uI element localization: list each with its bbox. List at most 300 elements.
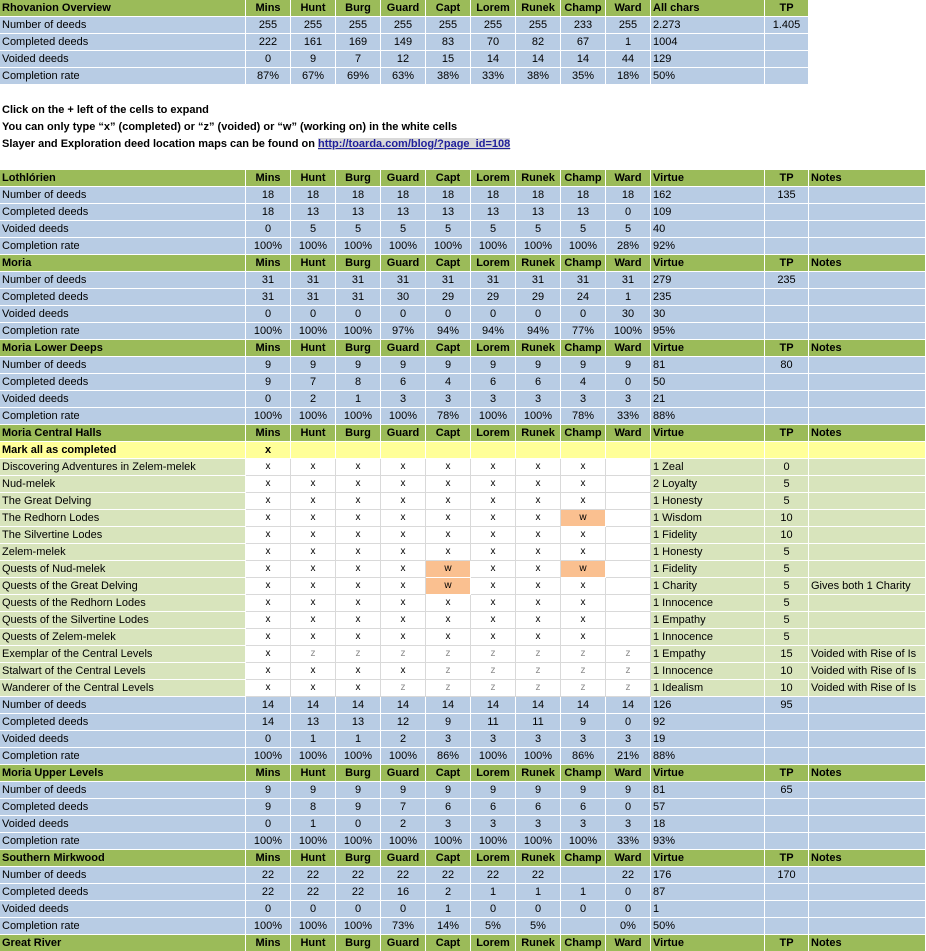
deed-status-cell[interactable] (606, 629, 651, 646)
instruction-expand: Click on the + left of the cells to expand (2, 104, 209, 116)
value-cell: 1 (561, 884, 606, 901)
row-label: Completion rate (0, 68, 246, 85)
value-cell: 31 (561, 272, 606, 289)
deed-status-cell[interactable]: z (516, 646, 561, 663)
stat-row-voided (0, 901, 926, 918)
column-header-hunt: Hunt (291, 0, 336, 17)
notes-cell (809, 374, 926, 391)
column-header-mins: Mins (246, 935, 291, 951)
value-cell: 9 (246, 374, 291, 391)
deed-status-cell[interactable]: x (336, 476, 381, 493)
column-header-runek: Runek (516, 765, 561, 782)
deed-status-cell[interactable]: w (426, 578, 471, 595)
deed-status-cell[interactable]: x (426, 527, 471, 544)
deed-tp: 10 (765, 510, 809, 527)
value-cell: 93% (651, 833, 765, 850)
deed-status-cell[interactable]: x (381, 544, 426, 561)
deed-status-cell[interactable]: z (381, 680, 426, 697)
mark-all-cell[interactable] (426, 442, 471, 459)
column-header-virtue: Virtue (651, 765, 765, 782)
deed-status-cell[interactable]: z (516, 680, 561, 697)
deed-status-cell[interactable]: x (336, 493, 381, 510)
deed-status-cell[interactable]: x (471, 510, 516, 527)
column-header-burg: Burg (336, 765, 381, 782)
value-cell: 70 (471, 34, 516, 51)
deed-status-cell[interactable]: x (426, 544, 471, 561)
deed-note: Voided with Rise of Is (809, 646, 926, 663)
mark-all-cell (765, 442, 809, 459)
column-header-capt: Capt (426, 0, 471, 17)
deed-name: Exemplar of the Central Levels (0, 646, 246, 663)
value-cell: 94% (426, 323, 471, 340)
mark-all-cell[interactable] (561, 442, 606, 459)
section-title: Moria (0, 255, 246, 272)
value-cell: 100% (291, 238, 336, 255)
value-cell: 3 (471, 816, 516, 833)
row-label: Number of deeds (0, 187, 246, 204)
mark-all-cell[interactable] (471, 442, 516, 459)
deed-status-cell[interactable]: z (561, 646, 606, 663)
deed-status-cell[interactable]: x (246, 646, 291, 663)
value-cell: 9 (291, 51, 336, 68)
notes-cell (809, 408, 926, 425)
deed-status-cell[interactable] (606, 612, 651, 629)
value-cell: 255 (516, 17, 561, 34)
deed-status-cell[interactable]: w (561, 561, 606, 578)
row-label: Completed deeds (0, 374, 246, 391)
column-header-capt: Capt (426, 425, 471, 442)
deed-status-cell[interactable] (606, 578, 651, 595)
deed-status-cell[interactable]: x (426, 510, 471, 527)
section-header-southern_mirkwood (0, 850, 926, 867)
value-cell (765, 374, 809, 391)
value-cell: 9 (426, 714, 471, 731)
deed-status-cell[interactable]: x (291, 612, 336, 629)
deed-status-cell[interactable]: x (561, 629, 606, 646)
deed-status-cell[interactable]: x (246, 578, 291, 595)
deed-status-cell[interactable]: x (381, 561, 426, 578)
deed-status-cell[interactable]: z (426, 646, 471, 663)
column-header-lorem: Lorem (471, 340, 516, 357)
mark-all-cell[interactable] (606, 442, 651, 459)
deed-status-cell[interactable]: z (426, 680, 471, 697)
deed-status-cell[interactable]: x (246, 680, 291, 697)
deed-status-cell[interactable]: x (426, 459, 471, 476)
deed-status-cell[interactable]: x (516, 595, 561, 612)
deed-status-cell[interactable] (606, 561, 651, 578)
deed-note (809, 544, 926, 561)
deed-status-cell[interactable]: x (291, 629, 336, 646)
value-cell (765, 918, 809, 935)
deed-status-cell[interactable]: x (516, 629, 561, 646)
value-cell: 100% (336, 833, 381, 850)
deed-tp: 10 (765, 680, 809, 697)
value-cell (765, 68, 809, 85)
deed-status-cell[interactable]: x (246, 527, 291, 544)
deed-name: Quests of Nud-melek (0, 561, 246, 578)
deed-status-cell[interactable]: x (561, 544, 606, 561)
overview-row (0, 68, 926, 85)
deed-status-cell[interactable]: x (246, 459, 291, 476)
deed-status-cell[interactable]: x (516, 459, 561, 476)
deed-status-cell[interactable]: x (291, 476, 336, 493)
deed-status-cell[interactable] (606, 476, 651, 493)
deed-status-cell[interactable]: x (471, 544, 516, 561)
value-cell: 14% (426, 918, 471, 935)
deed-status-cell[interactable]: x (291, 459, 336, 476)
column-header-ward: Ward (606, 170, 651, 187)
deed-status-cell[interactable] (606, 493, 651, 510)
value-cell: 13 (561, 204, 606, 221)
deed-status-cell[interactable]: z (606, 680, 651, 697)
mark-all-cell (651, 442, 765, 459)
stat-row-voided (0, 221, 926, 238)
deed-status-cell[interactable]: x (246, 493, 291, 510)
deed-status-cell[interactable]: x (336, 459, 381, 476)
deed-status-cell[interactable]: x (381, 612, 426, 629)
deed-status-cell[interactable]: x (561, 493, 606, 510)
deed-status-cell[interactable]: x (471, 459, 516, 476)
deed-status-cell[interactable]: x (561, 578, 606, 595)
deed-status-cell[interactable]: x (381, 510, 426, 527)
value-cell: 169 (336, 34, 381, 51)
deed-virtue: 1 Charity (651, 578, 765, 595)
notes-cell (809, 306, 926, 323)
deed-status-cell[interactable]: x (291, 680, 336, 697)
deed-status-cell[interactable]: z (606, 646, 651, 663)
value-cell: 126 (651, 697, 765, 714)
deed-status-cell[interactable]: x (291, 544, 336, 561)
deed-status-cell[interactable]: x (291, 510, 336, 527)
value-cell: 22 (381, 867, 426, 884)
column-header-capt: Capt (426, 850, 471, 867)
deed-status-cell[interactable]: z (471, 646, 516, 663)
value-cell: 129 (651, 51, 765, 68)
deed-status-cell[interactable] (606, 544, 651, 561)
value-cell: 11 (516, 714, 561, 731)
deed-status-cell[interactable]: x (381, 527, 426, 544)
deed-status-cell[interactable]: x (426, 476, 471, 493)
value-cell: 0 (606, 374, 651, 391)
deed-status-cell[interactable]: z (516, 663, 561, 680)
deed-status-cell[interactable]: x (291, 578, 336, 595)
value-cell: 22 (471, 867, 516, 884)
stat-row-rate (0, 833, 926, 850)
value-cell: 0 (381, 306, 426, 323)
mark-all-cell (809, 442, 926, 459)
value-cell: 5 (561, 221, 606, 238)
deed-status-cell[interactable]: x (336, 578, 381, 595)
deed-status-cell[interactable]: x (516, 510, 561, 527)
deed-status-cell[interactable]: x (471, 493, 516, 510)
deed-name: Quests of Zelem-melek (0, 629, 246, 646)
value-cell: 0% (606, 918, 651, 935)
value-cell: 14 (606, 697, 651, 714)
value-cell: 31 (246, 289, 291, 306)
row-label: Voided deeds (0, 391, 246, 408)
value-cell: 279 (651, 272, 765, 289)
deed-status-cell[interactable]: z (561, 680, 606, 697)
deed-status-cell[interactable]: z (471, 663, 516, 680)
value-cell: 18 (651, 816, 765, 833)
deed-status-cell[interactable]: x (471, 612, 516, 629)
deed-status-cell[interactable]: x (471, 578, 516, 595)
value-cell: 3 (426, 391, 471, 408)
deed-status-cell[interactable]: x (336, 510, 381, 527)
column-header-virtue: Virtue (651, 340, 765, 357)
notes-cell (809, 901, 926, 918)
mark-all-cell[interactable]: x (246, 442, 291, 459)
deed-status-cell[interactable] (606, 595, 651, 612)
value-cell: 67 (561, 34, 606, 51)
value-cell: 100% (291, 408, 336, 425)
row-label: Completion rate (0, 748, 246, 765)
row-label: Voided deeds (0, 901, 246, 918)
deed-status-cell[interactable]: x (246, 561, 291, 578)
deed-status-cell[interactable]: x (516, 612, 561, 629)
column-header-burg: Burg (336, 0, 381, 17)
deed-status-cell[interactable]: z (606, 663, 651, 680)
value-cell: 100% (291, 918, 336, 935)
deed-status-cell[interactable]: x (336, 561, 381, 578)
value-cell: 67% (291, 68, 336, 85)
value-cell: 44 (606, 51, 651, 68)
notes-cell (809, 884, 926, 901)
value-cell: 97% (381, 323, 426, 340)
value-cell: 6 (471, 799, 516, 816)
mark-all-cell[interactable] (291, 442, 336, 459)
value-cell: 100% (291, 323, 336, 340)
column-header-ward: Ward (606, 255, 651, 272)
deed-status-cell[interactable]: x (561, 476, 606, 493)
value-cell: 63% (381, 68, 426, 85)
deed-status-cell[interactable]: x (516, 544, 561, 561)
deed-status-cell[interactable]: x (336, 527, 381, 544)
value-cell: 29 (426, 289, 471, 306)
value-cell (765, 323, 809, 340)
deed-status-cell[interactable]: x (291, 595, 336, 612)
deed-status-cell[interactable]: x (516, 527, 561, 544)
value-cell: 100% (471, 748, 516, 765)
column-header-runek: Runek (516, 255, 561, 272)
column-header-guard: Guard (381, 935, 426, 951)
deed-status-cell[interactable]: x (516, 578, 561, 595)
value-cell (765, 34, 809, 51)
deed-status-cell[interactable]: x (336, 663, 381, 680)
deed-status-cell[interactable] (606, 459, 651, 476)
value-cell: 8 (291, 799, 336, 816)
deed-note: Voided with Rise of Is (809, 680, 926, 697)
deed-row (0, 646, 926, 663)
notes-cell (809, 867, 926, 884)
deed-status-cell[interactable]: x (246, 476, 291, 493)
column-header-champ: Champ (561, 255, 606, 272)
value-cell: 22 (606, 867, 651, 884)
value-cell: 0 (291, 306, 336, 323)
value-cell: 5 (381, 221, 426, 238)
value-cell (765, 221, 809, 238)
value-cell: 0 (336, 306, 381, 323)
value-cell: 9 (471, 782, 516, 799)
deed-status-cell[interactable]: x (561, 595, 606, 612)
overview-header-row (0, 0, 926, 17)
deed-status-cell[interactable]: x (381, 663, 426, 680)
value-cell: 14 (246, 697, 291, 714)
deed-status-cell[interactable]: x (246, 595, 291, 612)
deed-status-cell[interactable]: x (516, 561, 561, 578)
column-header-burg: Burg (336, 425, 381, 442)
value-cell: 22 (291, 884, 336, 901)
deed-status-cell[interactable]: x (426, 629, 471, 646)
value-cell: 0 (246, 306, 291, 323)
deed-status-cell[interactable]: z (561, 663, 606, 680)
deed-status-cell[interactable]: x (336, 629, 381, 646)
value-cell: 3 (471, 391, 516, 408)
deed-status-cell[interactable] (606, 510, 651, 527)
value-cell: 31 (426, 272, 471, 289)
deed-row (0, 663, 926, 680)
column-header-guard: Guard (381, 340, 426, 357)
value-cell: 3 (471, 731, 516, 748)
mark-all-cell[interactable] (516, 442, 561, 459)
overview-row (0, 17, 926, 34)
deed-status-cell[interactable]: x (381, 493, 426, 510)
overview-row (0, 34, 926, 51)
value-cell: 6 (516, 799, 561, 816)
value-cell: 0 (246, 391, 291, 408)
mark-all-row (0, 442, 926, 459)
value-cell: 9 (561, 782, 606, 799)
value-cell: 3 (381, 391, 426, 408)
sheet-row (0, 119, 926, 136)
deed-status-cell[interactable]: x (291, 527, 336, 544)
deed-status-cell[interactable]: x (471, 476, 516, 493)
value-cell: 6 (516, 374, 561, 391)
value-cell (765, 884, 809, 901)
value-cell: 100% (246, 408, 291, 425)
mark-all-cell[interactable] (381, 442, 426, 459)
value-cell: 22 (246, 884, 291, 901)
deed-status-cell[interactable]: x (471, 595, 516, 612)
deed-status-cell[interactable]: x (426, 493, 471, 510)
deed-status-cell[interactable]: x (291, 663, 336, 680)
deed-status-cell[interactable]: x (471, 629, 516, 646)
value-cell: 50% (651, 918, 765, 935)
row-label: Completed deeds (0, 289, 246, 306)
deed-status-cell[interactable]: x (471, 527, 516, 544)
deed-status-cell[interactable]: w (561, 510, 606, 527)
deed-status-cell[interactable]: x (426, 595, 471, 612)
deed-status-cell[interactable]: z (336, 646, 381, 663)
value-cell: 14 (381, 697, 426, 714)
deed-status-cell[interactable]: x (516, 476, 561, 493)
deed-status-cell[interactable]: z (471, 680, 516, 697)
value-cell: 92 (651, 714, 765, 731)
deed-status-cell[interactable]: x (336, 595, 381, 612)
value-cell: 9 (381, 357, 426, 374)
deed-virtue: 1 Idealism (651, 680, 765, 697)
deed-status-cell[interactable]: x (426, 612, 471, 629)
value-cell: 21% (606, 748, 651, 765)
deed-status-cell[interactable]: x (336, 544, 381, 561)
deed-status-cell[interactable]: x (336, 680, 381, 697)
deed-status-cell[interactable]: x (291, 561, 336, 578)
column-header-notes: Notes (809, 765, 926, 782)
deed-status-cell[interactable]: z (426, 663, 471, 680)
column-header-ward: Ward (606, 0, 651, 17)
notes-cell (809, 782, 926, 799)
value-cell (765, 391, 809, 408)
deed-tp: 5 (765, 476, 809, 493)
deed-status-cell[interactable]: w (426, 561, 471, 578)
notes-cell (809, 272, 926, 289)
deed-note (809, 476, 926, 493)
value-cell: 78% (426, 408, 471, 425)
column-header-tp: TP (765, 425, 809, 442)
value-cell: 82 (516, 34, 561, 51)
mark-all-cell[interactable] (336, 442, 381, 459)
stat-row-voided (0, 816, 926, 833)
deed-status-cell[interactable]: x (381, 459, 426, 476)
deed-status-cell[interactable]: x (246, 629, 291, 646)
value-cell: 31 (291, 272, 336, 289)
deed-note: Voided with Rise of Is (809, 663, 926, 680)
deed-status-cell[interactable]: x (291, 493, 336, 510)
value-cell: 28% (606, 238, 651, 255)
value-cell: 1004 (651, 34, 765, 51)
deed-status-cell[interactable]: x (381, 476, 426, 493)
deed-status-cell[interactable]: x (246, 544, 291, 561)
value-cell: 69% (336, 68, 381, 85)
value-cell: 222 (246, 34, 291, 51)
value-cell: 235 (651, 289, 765, 306)
notes-cell (809, 221, 926, 238)
value-cell: 0 (336, 816, 381, 833)
value-cell: 13 (381, 204, 426, 221)
deed-tp: 5 (765, 493, 809, 510)
maps-link[interactable]: http://toarda.com/blog/?page_id=108 (318, 138, 511, 150)
value-cell: 100% (336, 238, 381, 255)
deed-status-cell[interactable] (606, 527, 651, 544)
deed-status-cell[interactable]: x (336, 612, 381, 629)
deed-status-cell[interactable]: x (516, 493, 561, 510)
stat-row-voided (0, 306, 926, 323)
deed-status-cell[interactable]: x (381, 629, 426, 646)
deed-status-cell[interactable]: z (291, 646, 336, 663)
deed-status-cell[interactable]: x (246, 612, 291, 629)
value-cell: 5 (471, 221, 516, 238)
deed-status-cell[interactable]: x (246, 510, 291, 527)
notes-cell (809, 391, 926, 408)
row-label: Voided deeds (0, 221, 246, 238)
deed-status-cell[interactable]: x (561, 459, 606, 476)
deed-status-cell[interactable]: x (246, 663, 291, 680)
value-cell: 5 (516, 221, 561, 238)
value-cell: 3 (606, 816, 651, 833)
deed-status-cell[interactable]: x (561, 612, 606, 629)
deed-status-cell[interactable]: z (381, 646, 426, 663)
notes-cell (809, 697, 926, 714)
value-cell: 1 (291, 731, 336, 748)
deed-status-cell[interactable]: x (561, 527, 606, 544)
row-label: Voided deeds (0, 731, 246, 748)
value-cell: 35% (561, 68, 606, 85)
deed-status-cell[interactable]: x (381, 595, 426, 612)
value-cell: 13 (291, 714, 336, 731)
notes-cell (809, 289, 926, 306)
deed-status-cell[interactable]: x (381, 578, 426, 595)
deed-status-cell[interactable]: x (471, 561, 516, 578)
